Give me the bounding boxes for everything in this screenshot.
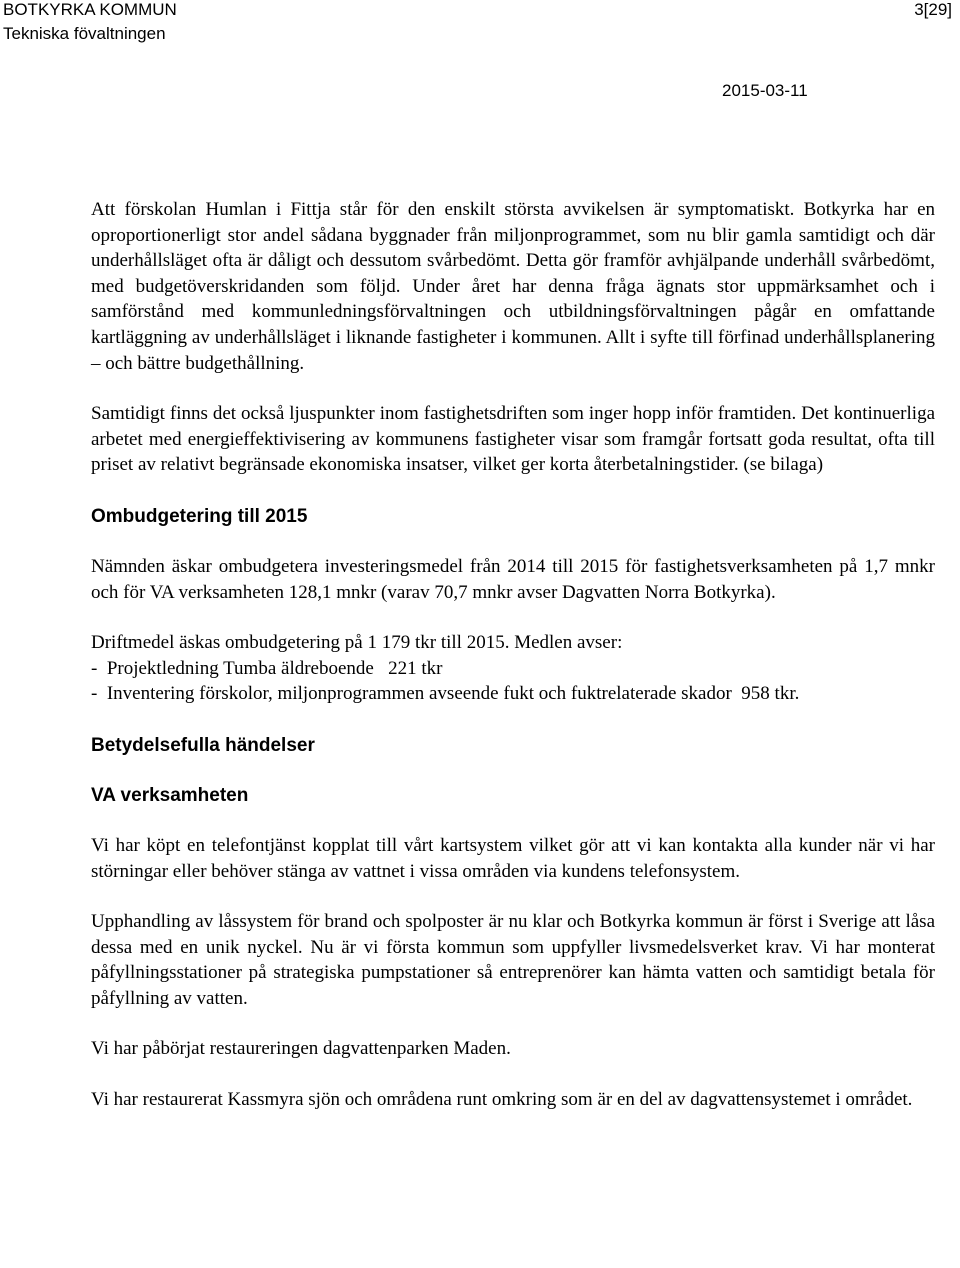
heading-va-verksamheten: VA verksamheten [91,784,249,806]
document-date: 2015-03-11 [722,81,808,100]
paragraph-energy-efficiency: Samtidigt finns det också ljuspunkter inom fastighetsdriften som inger hopp inför framtiden. Det kontinuerliga arbetet med energieffektivisering av kommunens fastigheter visar som framgår fortsatt goda resultat, ofta till priset av relativt begränsade ekonomiska insatser, vilket ger korta återbetalningstider. (se bilaga) [91,403,935,476]
document-body [91,197,935,1113]
paragraph-maden-restoration: Vi har påbörjat restaureringen dagvattenparken Maden. [91,1038,511,1060]
paragraph-operating-rebudget: Driftmedel äskas ombudgetering på 1 179 tkr till 2015. Medlen avser: [91,632,623,654]
paragraph-lock-system: Upphandling av låssystem för brand och spolposter är nu klar och Botkyrka kommun är först i Sverige att låsa dessa med en unik nyckel. Nu är vi första kommun som uppfyller livsmedelsverket krav. Vi har monterat påfyllningsstationer på strategiska pumpstationer så entreprenörer kan hämta vatten och samtidigt betala för påfyllning av vatten. [91,911,935,1009]
heading-ombudgetering: Ombudgetering till 2015 [91,505,308,527]
department-name: Tekniska fövaltningen [3,24,166,43]
heading-betydelsefulla-handelser: Betydelsefulla händelser [91,734,315,756]
paragraph-telephone-service: Vi har köpt en telefontjänst kopplat till vårt kartsystem vilket gör att vi kan kontakta alla kunder när vi har störningar eller behöver stänga av vattnet i vissa områden via kundens telefonsystem. [91,834,935,882]
paragraph-budget-deviation: Att förskolan Humlan i Fittja står för den enskilt största avvikelsen är symptomatiskt. Botkyrka har en oproportionerligt stor andel sådana byggnader från miljonprogrammet, som nu blir gamla samtidigt och där underhållsläget ofta är dåligt och dessutom svårbedömt. Detta gör framför avhjälpande underhåll svårbedömt, med budgetöverskridanden som följd. Under året har denna fråga ägnats stor uppmärksamhet och i samförstånd med kommunledningsförvaltningen och utbildningsförvaltningen pågår en omfattande kartläggning av underhållsläget i liknande fastigheter i kommunen. Allt i syfte till förfinad underhållsplanering – och bättre budgethållning. [91,199,935,374]
list-item: - Inventering förskolor, miljonprogrammen avseende fukt och fuktrelaterade skador 958 tkr. [91,683,800,705]
paragraph-kassmyra-restoration: Vi har restaurerat Kassmyra sjön och områdena runt omkring som är en del av dagvattensystemet i området. [91,1089,913,1111]
page-number: 3[29] [914,0,952,19]
organization-name: BOTKYRKA KOMMUN [3,0,177,19]
rebudget-list [91,656,935,707]
list-item: - Projektledning Tumba äldreboende 221 tkr [91,657,443,679]
paragraph-investment-rebudget: Nämnden äskar ombudgetera investeringsmedel från 2014 till 2015 för fastighetsverksamheten på 1,7 mnkr och för VA verksamheten 128,1 mnkr (varav 70,7 mnkr avser Dagvatten Norra Botkyrka). [91,555,935,603]
